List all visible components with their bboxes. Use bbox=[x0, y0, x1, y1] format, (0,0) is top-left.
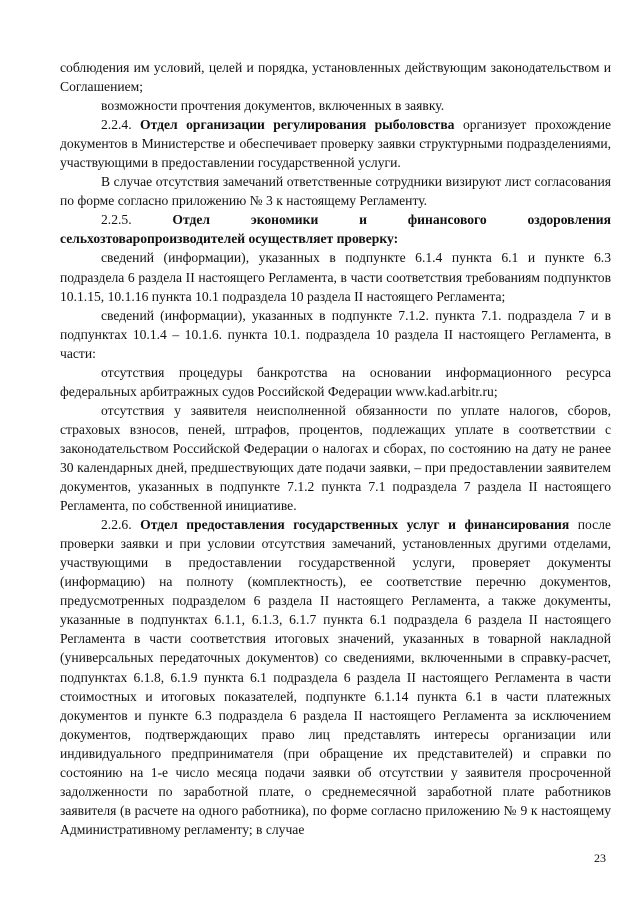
paragraph-2-2-5 bbox=[60, 210, 611, 248]
paragraph-tax-obligation bbox=[60, 401, 611, 515]
clause-number: 2.2.4. bbox=[101, 117, 141, 133]
paragraph-text: возможности прочтения документов, включенных в заявку. bbox=[101, 98, 445, 114]
page-number: 23 bbox=[594, 851, 606, 865]
clause-heading: Отдел экономики и финансового оздоровления сельхозтоваропроизводителей осуществляет проверку: bbox=[60, 212, 611, 247]
clause-heading: Отдел организации регулирования рыболовства bbox=[140, 117, 455, 133]
paragraph-text: сведений (информации), указанных в подпункте 7.1.2. пункта 7.1. подраздела 7 и в подпунктах 10.1.4 – 10.1.6. пункта 10.1. подраздела 10 раздела II настоящего Регламента, в части: bbox=[60, 307, 611, 361]
paragraph-text: соблюдения им условий, целей и порядка, установленных действующим законодательством и Соглашением; bbox=[60, 60, 611, 95]
paragraph-info-6-1-4 bbox=[60, 248, 611, 305]
paragraph-readability bbox=[60, 96, 611, 115]
clause-heading: Отдел предоставления государственных услуг и финансирования bbox=[140, 517, 570, 533]
paragraph-bankruptcy bbox=[60, 363, 611, 401]
paragraph-text: после проверки заявки и при условии отсутствия замечаний, установленных другими отделами, участвующими в предоставлении государственной услуги, проверяет документы (информацию) на полноту (комплектность), ее соответствие перечню документов, предусмотренных подразделом 6 раздела II настоящего Регламента, а также документы, указанные в подпунктах 6.1.1, 6.1.3, 6.1.7 пункта 6.1 подраздела 6 раздела II настоящего Регламента в части соответствия итоговых значений, указанных в товарной накладной (универсальных передаточных документов) со сведениями, включенными в справку-расчет, подпунктах 6.1.8, 6.1.9 пункта 6.1 подраздела 6 раздела II настоящего Регламента в части стоимостных и итоговых показателей, подпункте 6.1.14 пункта 6.1 в части платежных документов и пункте 6.3 подраздела 6 раздела II настоящего Регламента за исключением документов, подтверждающих право лиц представлять интересы организации или индивидуального предпринимателя (при обращение их представителей) и справки по состоянию на 1-е число месяца подачи заявки об отсутствии у заявителя просроченной задолженности по заработной плате, о среднемесячной заработной плате работников заявителя (в расчете на одного работника), по форме согласно приложению № 9 к настоящему Административному регламенту; в случае bbox=[60, 517, 612, 837]
paragraph-approval-sheet bbox=[60, 172, 611, 210]
paragraph-text: организует прохождение документов в Министерстве и обеспечивает проверку заявки структурными подразделениями, участвующими в предоставлении государственной услуги. bbox=[60, 117, 612, 171]
paragraph-compliance-conditions bbox=[60, 58, 611, 96]
paragraph-info-7-1-2 bbox=[60, 306, 611, 363]
clause-number: 2.2.6. bbox=[101, 517, 141, 533]
paragraph-text: В случае отсутствия замечаний ответственные сотрудники визируют лист согласования по форме согласно приложению № 3 к настоящему Регламенту. bbox=[60, 174, 611, 209]
document-page bbox=[60, 58, 611, 839]
paragraph-2-2-4 bbox=[60, 115, 611, 172]
paragraph-2-2-6 bbox=[60, 515, 611, 839]
clause-number: 2.2.5. bbox=[101, 212, 173, 228]
paragraph-text: отсутствия процедуры банкротства на основании информационного ресурса федеральных арбитражных судов Российской Федерации www.kad.arbitr.ru; bbox=[60, 364, 611, 399]
paragraph-text: сведений (информации), указанных в подпункте 6.1.4 пункта 6.1 и пункте 6.3 подраздела 6 раздела II настоящего Регламента, в части соответствия требованиям подпунктов 10.1.15, 10.1.16 пункта 10.1 подраздела 10 раздела II настоящего Регламента; bbox=[60, 250, 611, 304]
paragraph-text: отсутствия у заявителя неисполненной обязанности по уплате налогов, сборов, страховых взносов, пеней, штрафов, процентов, подлежащих уплате в соответствии с законодательством Российской Федерации о налогах и сборах, по состоянию на дату не ранее 30 календарных дней, предшествующих дате подачи заявки, – при предоставлении заявителем документов, указанных в подпункте 7.1.2 пункта 7.1 подраздела 7 раздела II настоящего Регламента, по собственной инициативе. bbox=[60, 402, 611, 514]
